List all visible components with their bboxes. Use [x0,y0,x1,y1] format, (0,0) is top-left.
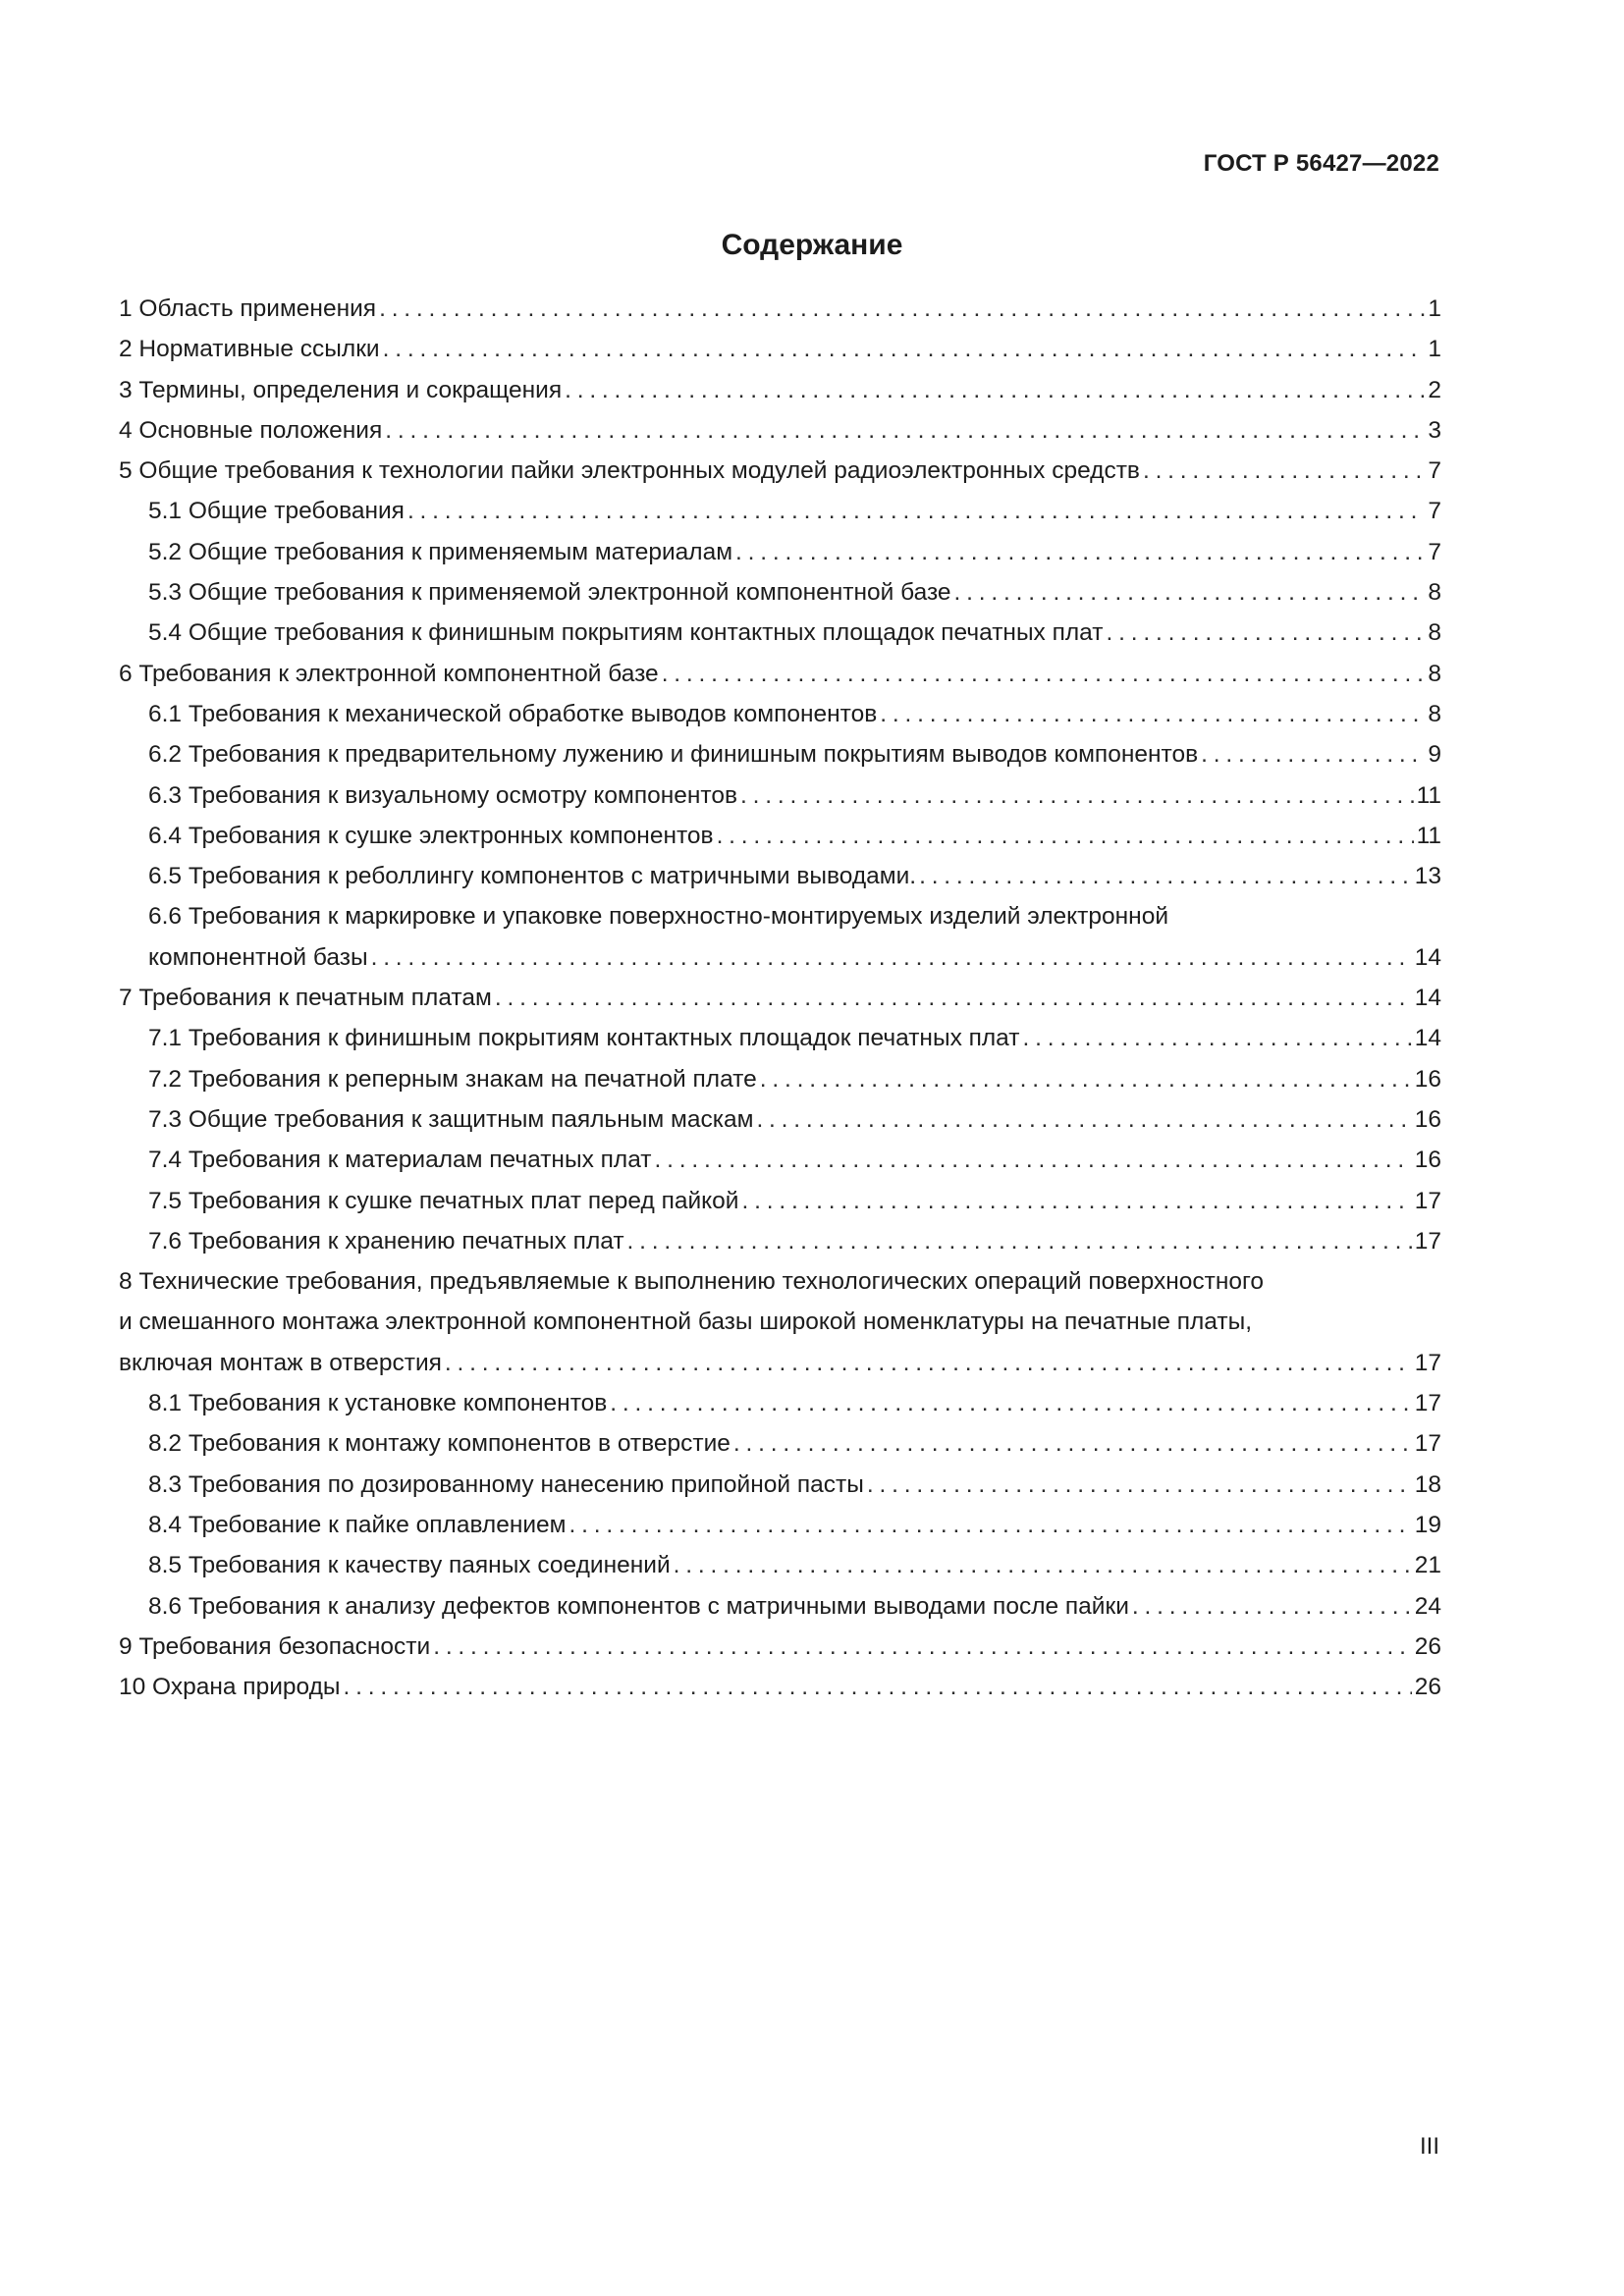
toc-entry-title: 7.3 Общие требования к защитным паяльным маскам [148,1105,754,1133]
toc-entry-page-number: 3 [1428,416,1441,444]
toc-entry-line [119,370,1441,410]
toc-entry-title: 7.6 Требования к хранению печатных плат [148,1227,624,1255]
toc-entry-title: 6.1 Требования к механической обработке выводов компонентов [148,700,878,727]
toc-entry-page-number: 16 [1414,1147,1441,1174]
toc-entry-page-number: 1 [1428,295,1441,322]
toc-entry[interactable] [119,1261,1441,1383]
toc-entry[interactable] [119,1586,1441,1627]
dot-leader [445,1343,1412,1383]
toc-entry-page-number: 16 [1414,1065,1441,1093]
toc-entry-page-number: 7 [1428,498,1441,525]
toc-entry-page-number: 1 [1428,336,1441,363]
dot-leader [1201,734,1425,774]
toc-entry-title: 8.6 Требования к анализу дефектов компонентов с матричными выводами после пайки [148,1592,1129,1620]
toc-entry-title: компонентной базы [148,943,368,971]
dot-leader [1132,1586,1412,1627]
toc-entry-line [148,532,1441,572]
toc-entry-line [148,572,1441,613]
dot-leader [565,370,1425,410]
dot-leader [610,1383,1411,1423]
toc-entry-title: 4 Основные положения [119,416,383,444]
toc-entry-line [148,1383,1441,1423]
table-of-contents [119,289,1441,1707]
toc-entry[interactable] [119,1423,1441,1464]
toc-entry-page-number: 26 [1414,1674,1441,1701]
toc-entry-page-number: 19 [1414,1511,1441,1538]
toc-entry-page-number: 21 [1414,1552,1441,1579]
toc-entry-line [148,1586,1441,1627]
toc-entry[interactable] [119,572,1441,613]
dot-leader [495,978,1412,1018]
dot-leader [627,1221,1412,1261]
toc-entry-line [148,694,1441,734]
toc-entry-page-number: 9 [1428,741,1441,769]
dot-leader [735,532,1425,572]
dot-leader [662,654,1426,694]
toc-entry-title: 8.5 Требования к качеству паяных соединений [148,1552,671,1579]
toc-entry-line [148,816,1441,856]
dot-leader [433,1627,1412,1667]
toc-entry-title: 6.2 Требования к предварительному лужению и финишным покрытиям выводов компонентов [148,741,1199,769]
dot-leader [867,1465,1412,1505]
dot-leader [880,694,1425,734]
toc-entry[interactable] [119,329,1441,369]
toc-entry[interactable] [119,1505,1441,1545]
toc-entry[interactable] [119,370,1441,410]
toc-entry[interactable] [119,1099,1441,1140]
document-code: ГОСТ Р 56427—2022 [1203,150,1439,177]
toc-entry-title: 6.4 Требования к сушке электронных компонентов [148,822,714,849]
dot-leader [385,410,1425,451]
toc-entry[interactable] [119,1221,1441,1261]
toc-entry[interactable] [119,410,1441,451]
dot-leader [655,1140,1412,1180]
toc-entry[interactable] [119,1627,1441,1667]
toc-entry-title: 7.5 Требования к сушке печатных плат перед пайкой [148,1187,739,1214]
toc-entry-line [119,451,1441,491]
toc-entry-line [119,1667,1441,1707]
toc-entry[interactable] [119,1465,1441,1505]
toc-entry-line [148,613,1441,653]
toc-entry-line [148,1465,1441,1505]
toc-entry-line [148,1018,1441,1058]
toc-entry[interactable] [119,896,1441,978]
toc-entry[interactable] [119,1383,1441,1423]
toc-entry-line [119,1627,1441,1667]
toc-entry-line [119,289,1441,329]
toc-entry-page-number: 8 [1428,700,1441,727]
toc-entry-line [119,1343,1441,1383]
dot-leader [674,1545,1412,1585]
toc-entry-page-number: 26 [1414,1632,1441,1660]
toc-entry[interactable] [119,1667,1441,1707]
toc-entry[interactable] [119,816,1441,856]
toc-entry-title: 5.4 Общие требования к финишным покрытиям контактных площадок печатных плат [148,619,1104,647]
toc-entry[interactable] [119,1545,1441,1585]
toc-entry[interactable] [119,491,1441,531]
toc-entry-page-number: 7 [1428,538,1441,565]
toc-entry[interactable] [119,856,1441,896]
toc-entry-line [148,1099,1441,1140]
toc-entry-line [148,1423,1441,1464]
dot-leader [756,1099,1411,1140]
toc-entry-title-line: 6.6 Требования к маркировке и упаковке поверхностно-монтируемых изделий электронной [148,903,1169,931]
toc-entry-line [119,654,1441,694]
toc-entry-title: 5 Общие требования к технологии пайки электронных модулей радиоэлектронных средств [119,457,1140,485]
toc-entry-page-number: 17 [1414,1349,1441,1376]
toc-entry-line [119,410,1441,451]
toc-entry-page-number: 2 [1428,376,1441,403]
toc-entry-line [148,1140,1441,1180]
dot-leader [1107,613,1426,653]
toc-entry-title: 6.3 Требования к визуальному осмотру компонентов [148,781,737,809]
toc-entry-page-number: 14 [1414,985,1441,1012]
toc-entry-page-number: 11 [1416,781,1441,809]
toc-entry-page-number: 8 [1428,619,1441,647]
toc-entry-page-number: 7 [1428,457,1441,485]
dot-leader [741,1181,1411,1221]
toc-entry-title: 1 Область применения [119,295,377,322]
toc-entry-page-number: 17 [1414,1187,1441,1214]
toc-entry-page-number: 17 [1414,1227,1441,1255]
toc-entry-line [148,1181,1441,1221]
toc-entry-title-line: и смешанного монтажа электронной компонентной базы широкой номенклатуры на печатные платы, [119,1308,1253,1336]
toc-entry-page-number: 11 [1416,822,1441,849]
toc-entry-page-number: 14 [1414,1025,1441,1052]
dot-leader [1143,451,1425,491]
dot-leader [569,1505,1412,1545]
toc-entry-title: 2 Нормативные ссылки [119,336,380,363]
dot-leader [383,329,1426,369]
toc-entry-title-line: 8 Технические требования, предъявляемые к выполнению технологических операций поверхностного [119,1268,1265,1296]
toc-entry-title: 7.1 Требования к финишным покрытиям контактных площадок печатных плат [148,1025,1020,1052]
toc-entry[interactable] [119,1059,1441,1099]
dot-leader [1023,1018,1412,1058]
toc-entry-title: 6 Требования к электронной компонентной базе [119,660,659,687]
page-number: III [1419,2133,1439,2160]
toc-entry[interactable] [119,1018,1441,1058]
toc-entry-title: 8.3 Требования по дозированному нанесению припойной пасты [148,1470,864,1498]
toc-entry-line [148,856,1441,896]
toc-entry[interactable] [119,1181,1441,1221]
toc-entry-line [148,1505,1441,1545]
toc-entry[interactable] [119,978,1441,1018]
toc-entry[interactable] [119,654,1441,694]
toc-entry[interactable] [119,289,1441,329]
toc-entry-line [119,329,1441,369]
toc-entry-page-number: 17 [1414,1390,1441,1417]
toc-entry-title: 7.4 Требования к материалам печатных плат [148,1147,652,1174]
dot-leader [407,491,1425,531]
dot-leader [919,856,1412,896]
toc-entry-line [148,734,1441,774]
toc-entry-line [148,937,1441,978]
toc-entry-page-number: 14 [1414,943,1441,971]
toc-entry-title: 8.1 Требования к установке компонентов [148,1390,608,1417]
toc-entry-title: 7 Требования к печатным платам [119,985,492,1012]
toc-entry-title: 8.2 Требования к монтажу компонентов в отверстие [148,1430,731,1458]
toc-entry-page-number: 13 [1414,863,1441,890]
toc-entry-line [148,491,1441,531]
toc-entry-line [148,775,1441,816]
dot-leader [344,1667,1412,1707]
toc-entry-page-number: 16 [1414,1105,1441,1133]
toc-entry-line [119,978,1441,1018]
dot-leader [740,775,1414,816]
toc-entry-title: 3 Термины, определения и сокращения [119,376,563,403]
toc-entry[interactable] [119,613,1441,653]
dot-leader [733,1423,1412,1464]
dot-leader [760,1059,1412,1099]
toc-entry-page-number: 24 [1414,1592,1441,1620]
toc-entry-line [148,1059,1441,1099]
toc-entry-title: 5.3 Общие требования к применяемой электронной компонентной базе [148,579,951,607]
toc-entry-title: 7.2 Требования к реперным знакам на печатной плате [148,1065,757,1093]
toc-entry[interactable] [119,694,1441,734]
toc-entry-title: 10 Охрана природы [119,1674,341,1701]
toc-entry-line [148,1545,1441,1585]
toc-entry[interactable] [119,775,1441,816]
dot-leader [379,289,1425,329]
toc-entry-title: 5.1 Общие требования [148,498,405,525]
toc-entry-page-number: 8 [1428,660,1441,687]
toc-entry-title: 5.2 Общие требования к применяемым материалам [148,538,733,565]
toc-entry-title: 8.4 Требование к пайке оплавлением [148,1511,567,1538]
toc-entry[interactable] [119,734,1441,774]
toc-entry-line [148,1221,1441,1261]
dot-leader [717,816,1414,856]
toc-entry-page-number: 17 [1414,1430,1441,1458]
toc-title: Содержание [721,229,903,261]
toc-entry[interactable] [119,451,1441,491]
toc-entry-title: 9 Требования безопасности [119,1632,431,1660]
toc-entry-page-number: 18 [1414,1470,1441,1498]
toc-entry-title: 6.5 Требования к реболлингу компонентов с матричными выводами. [148,863,917,890]
toc-entry-title: включая монтаж в отверстия [119,1349,442,1376]
dot-leader [371,937,1412,978]
toc-entry[interactable] [119,1140,1441,1180]
dot-leader [954,572,1426,613]
toc-entry[interactable] [119,532,1441,572]
toc-entry-page-number: 8 [1428,579,1441,607]
